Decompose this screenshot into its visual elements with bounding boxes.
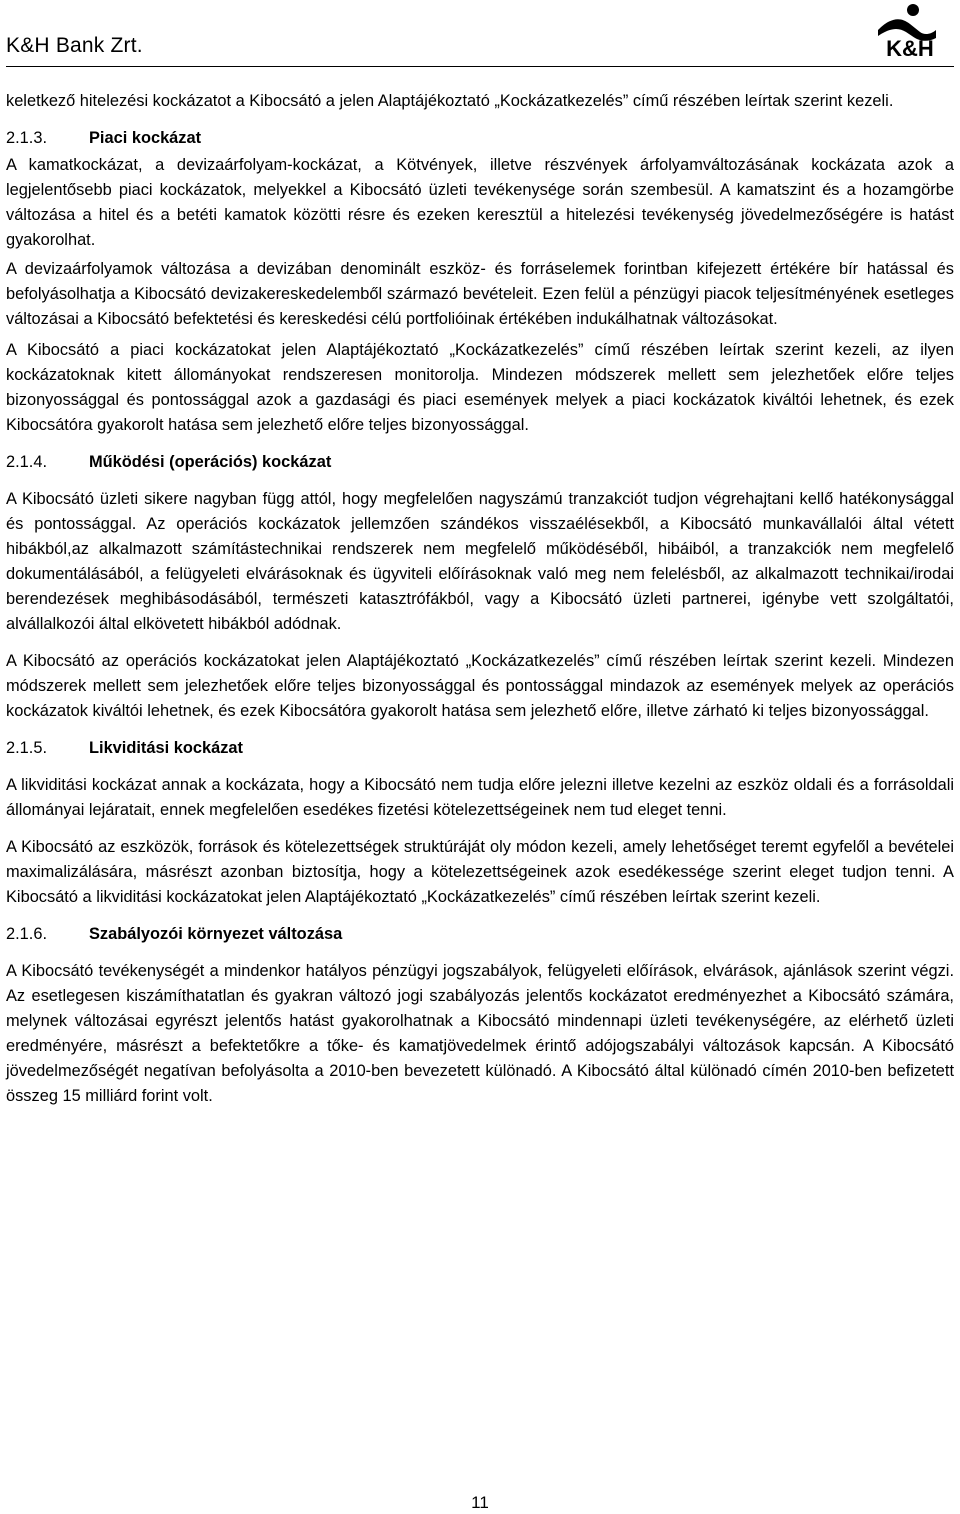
section-heading-2-1-6 (6, 922, 954, 947)
paragraph: A likviditási kockázat annak a kockázata, hogy a Kibocsátó nem tudja előre jelezni illetve kezelni az eszköz oldali és a forrásoldali állományai lejáratait, ennek megfelelően esedékes fizetési kötelezettségeinek nem tud eleget tenni. (6, 776, 954, 819)
paragraph: A kamatkockázat, a devizaárfolyam-kockázat, a Kötvények, illetve részvények árfolyamváltozásának kockázata azok a legjelentősebb piaci kockázatok, melyekkel a Kibocsátó üzleti tevékenysége során szembesül. A kamatszint és a hozamgörbe változása a hitel és a betéti kamatok közötti résre és ezeken keresztül a hitelezési tevékenység jövedelmezőségére is hatást gyakorolhat. (6, 156, 954, 249)
section-number: 2.1.5. (6, 739, 48, 757)
kh-logo (872, 2, 948, 58)
section-title: Működési (operációs) kockázat (89, 453, 332, 471)
paragraph: A devizaárfolyamok változása a devizában denominált eszköz- és forráselemek forintban kifejezett értékére bír hatással és befolyásolhatja a Kibocsátó devizakereskedelemből származó bevételeit. Ezen felül a pénzügyi piacok teljesítményének esetleges változásai a Kibocsátó befektetési és kereskedési célú portfolióinak értékében indukálhatnak változásokat. (6, 260, 954, 328)
section-heading-2-1-5 (6, 736, 954, 761)
paragraph: keletkező hitelezési kockázatot a Kibocsátó a jelen Alaptájékoztató „Kockázatkezelés” című részében leírtak szerint kezeli. (6, 92, 894, 110)
section-number: 2.1.6. (6, 925, 48, 943)
paragraph: A Kibocsátó az operációs kockázatokat jelen Alaptájékoztató „Kockázatkezelés” című részében leírtak szerint kezeli. Mindezen módszerek mellett sem jelezhetőek előre teljes bizonyossággal és pontossággal mindazok az események melyek az operációs kockázatok kiváltói lehetnek, és ezek Kibocsátóra gyakorolt hatása sem jelezhető előre, illetve zárható ki teljes bizonyossággal. (6, 652, 954, 720)
paragraph: A Kibocsátó a piaci kockázatokat jelen Alaptájékoztató „Kockázatkezelés” című részében leírtak szerint kezeli, az ilyen kockázatoknak kitett állományokat rendszeresen monitorolja. Mindezen módszerek mellett sem jelezhetőek előre teljes bizonyossággal és pontossággal azok a gazdasági és piaci események melyek a piaci kockázatok kiváltói lehetnek, és ezek Kibocsátóra gyakorolt hatása sem jelezhető előre teljes bizonyossággal. (6, 341, 954, 434)
section-title: Piaci kockázat (89, 129, 202, 147)
paragraph: A Kibocsátó üzleti sikere nagyban függ attól, hogy megfelelően nagyszámú tranzakciót tudjon végrehajtani kellő hatékonysággal és pontossággal. Az operációs kockázatok jellemzően szándékos visszaélésekből, a Kibocsátó munkavállalói által vétett hibákból,az alkalmazott számítástechnikai rendszerek nem megfelelő működéséből, hibáiból, a tranzakciók nem megfelelő dokumentálásából, a felügyeleti elvárásoknak és ügyviteli előírásoknak való meg nem felelésből, az alkalmazott technikai/irodai berendezések meghibásodásából, természeti katasztrófákból, vagy a Kibocsátó üzleti partnerei, igénybe vett szolgáltatói, alvállalkozói által elkövetett hibákból adódnak. (6, 490, 954, 633)
document-body (6, 89, 954, 1121)
paragraph: A Kibocsátó az eszközök, források és kötelezettségek struktúráját oly módon kezeli, amely lehetőséget teremt egyfelől a bevételei maximalizálására, másrészt azonban biztosítja, hogy a kötelezettségeinek azok esedékessége szerint eleget tudjon tenni. A Kibocsátó a likviditási kockázatokat jelen Alaptájékoztató „Kockázatkezelés” című részében leírtak szerint kezeli. (6, 838, 954, 906)
paragraph: A Kibocsátó tevékenységét a mindenkor hatályos pénzügyi jogszabályok, felügyeleti előírások, elvárások, ajánlások szerint végzi. Az esetlegesen kiszámíthatatlan és gyakran változó jogi szabályozás jelentős kockázatot eredményezhet a Kibocsátó számára, melynek változásai egyrészt jelentős hatást gyakorolhatnak a Kibocsátó mindennapi üzleti tevékenységére, az elérhető üzleti eredményére, másrészt a befektetőkre a tőke- és kamatjövedelmek érintő adójogszabályi változások kapcsán. A Kibocsátó jövedelmezőségét negatívan befolyásolta a 2010-ben bevezetett különadó. A Kibocsátó által különadó címén 2010-ben befizetett összeg 15 milliárd forint volt. (6, 962, 954, 1105)
page-number: 11 (471, 1493, 489, 1512)
section-number: 2.1.4. (6, 453, 48, 471)
header-title: K&H Bank Zrt. (6, 34, 143, 57)
page-header (0, 0, 960, 70)
section-title: Szabályozói környezet változása (89, 925, 343, 943)
section-heading-2-1-4 (6, 450, 954, 475)
section-number: 2.1.3. (6, 129, 48, 147)
section-heading-2-1-3 (6, 126, 954, 151)
header-divider (6, 66, 954, 67)
section-title: Likviditási kockázat (89, 739, 243, 757)
svg-text:K&H: K&H (886, 36, 934, 58)
